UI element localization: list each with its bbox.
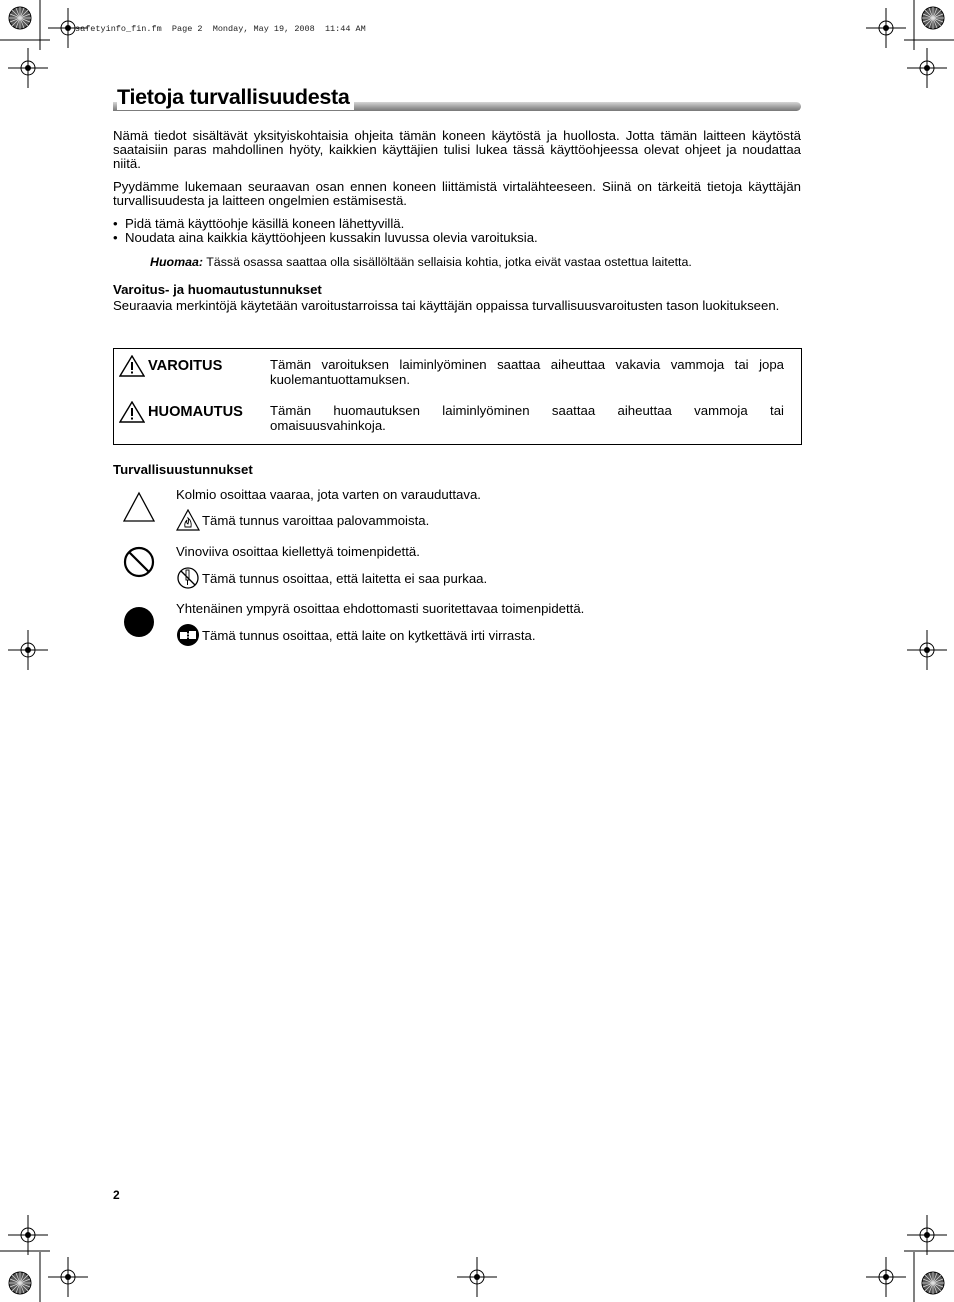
- legend-term-label: VAROITUS: [148, 358, 223, 374]
- list-item: • Noudata aina kaikkia käyttöohjeen kussakin luvussa olevia varoituksia.: [113, 231, 801, 245]
- symbol-example: [176, 623, 536, 647]
- page-title: Tietoja turvallisuudesta: [117, 85, 354, 110]
- filled-circle-icon: [122, 605, 156, 639]
- prohibition-icon: [122, 545, 156, 579]
- note-label: Huomaa:: [150, 255, 204, 269]
- symbol-description: Yhtenäinen ympyrä osoittaa ehdottomasti suoritettavaa toimenpidettä.: [176, 601, 585, 616]
- symbol-example: [176, 566, 487, 590]
- warning-legend-table: [113, 348, 802, 445]
- legend-description: Tämän varoituksen laiminlyöminen saattaa aiheuttaa vakavia vammoja tai jopa kuolemantuottamuksen.: [270, 357, 784, 387]
- symbol-description: Kolmio osoittaa vaaraa, jota varten on varauduttava.: [176, 487, 481, 502]
- file-info-header: safetyinfo_fin.fm Page 2 Monday, May 19, 2008 11:44 AM: [75, 24, 366, 34]
- warning-triangle-icon: [119, 401, 145, 423]
- burn-warning-icon: [176, 509, 200, 531]
- symbol-example-text: Tämä tunnus osoittaa, että laitetta ei saa purkaa.: [202, 570, 488, 586]
- unplug-icon: [176, 623, 200, 647]
- symbol-example-text: Tämä tunnus varoittaa palovammoista.: [202, 512, 430, 528]
- warning-triangle-icon: [119, 355, 145, 377]
- symbol-description: Vinoviiva osoittaa kiellettyä toimenpidettä.: [176, 544, 420, 559]
- intro-bullet-list: [113, 217, 801, 245]
- intro-paragraph-1: Nämä tiedot sisältävät yksityiskohtaisia ohjeita tämän koneen käytöstä ja huollosta. Jotta tämän laitteen käytöstä saataisiin paras mahdollinen hyöty, kaikkien käyttäjien tulisi lukea tässä käyttöohjeessa olevat ohjeet ja noudattaa niitä.: [113, 128, 801, 172]
- symbols-heading: Turvallisuustunnukset: [113, 462, 253, 477]
- note: [150, 255, 692, 269]
- warnings-heading: Varoitus- ja huomautustunnukset: [113, 282, 322, 297]
- symbol-example-text: Tämä tunnus osoittaa, että laite on kytkettävä irti virrasta.: [202, 627, 536, 643]
- list-item: • Pidä tämä käyttöohje käsillä koneen lähettyvillä.: [113, 217, 801, 231]
- no-disassembly-icon: [176, 566, 200, 590]
- symbol-example: [176, 509, 429, 531]
- page-number: 2: [113, 1188, 120, 1202]
- page-title-block: [113, 84, 801, 114]
- triangle-icon: [122, 491, 156, 523]
- warnings-description: Seuraavia merkintöjä käytetään varoitustarroissa tai käyttäjän oppaissa turvallisuusvaroitusten tason luokitukseen.: [113, 298, 780, 313]
- legend-term: [119, 401, 243, 423]
- legend-description: Tämän huomautuksen laiminlyöminen saattaa aiheuttaa vammoja tai omaisuusvahinkoja.: [270, 403, 784, 433]
- intro-paragraph-2: Pyydämme lukemaan seuraavan osan ennen koneen liittämistä virtalähteeseen. Siinä on tärkeitä tietoja käyttäjän turvallisuudesta ja laitteen ongelmien estämisestä.: [113, 179, 801, 209]
- note-text: Tässä osassa saattaa olla sisällöltään sellaisia kohtia, jotka eivät vastaa ostettua laitetta.: [206, 255, 692, 269]
- legend-term-label: HUOMAUTUS: [148, 404, 243, 420]
- legend-term: [119, 355, 222, 377]
